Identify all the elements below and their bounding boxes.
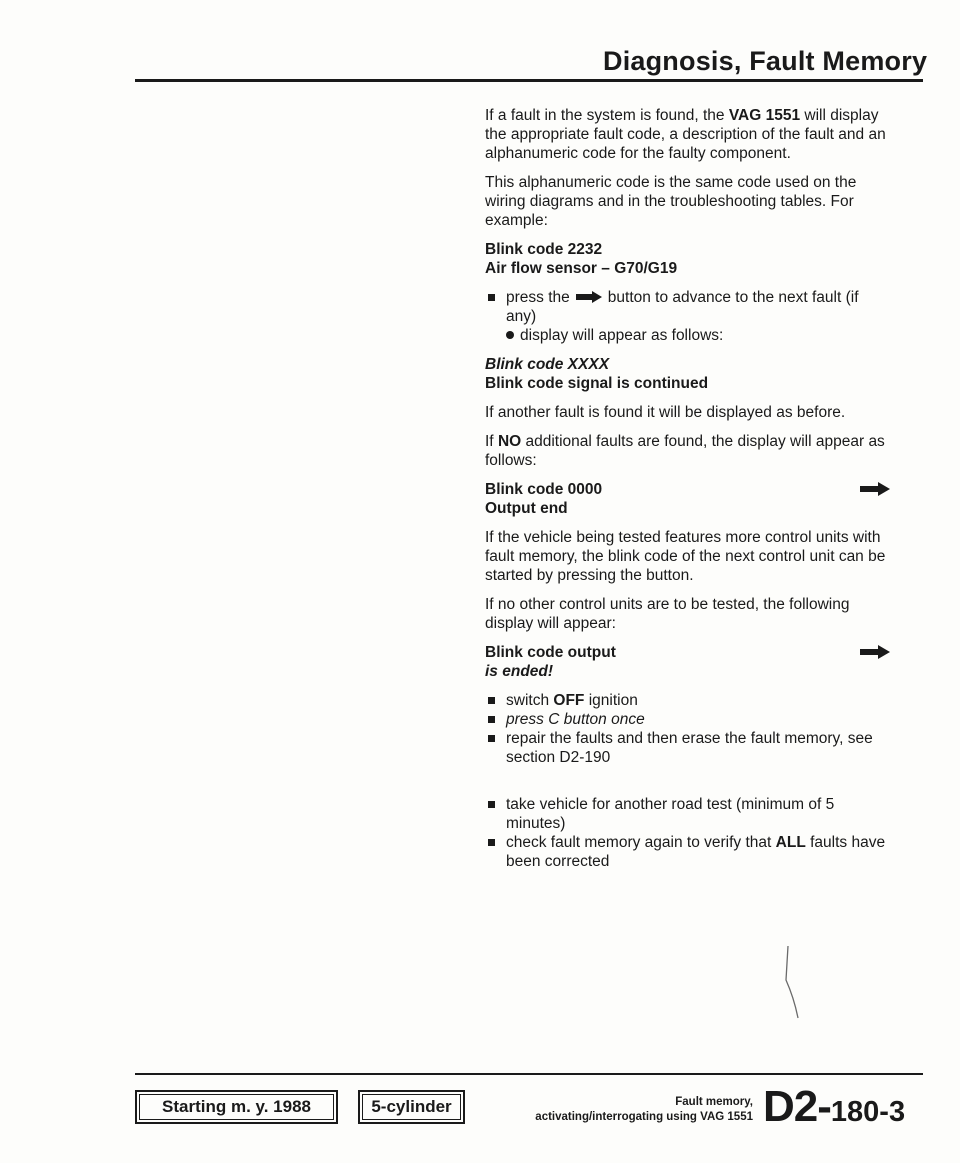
blink-code-output: Blink code output bbox=[485, 644, 616, 661]
output-end-label: Output end bbox=[485, 500, 568, 517]
arrow-right-icon bbox=[860, 482, 890, 496]
is-ended-label: is ended! bbox=[485, 663, 554, 680]
verify-steps-list bbox=[485, 795, 890, 871]
press-substep: display will appear as follows: bbox=[485, 326, 890, 345]
output-end-block bbox=[485, 480, 890, 518]
header-rule bbox=[135, 79, 923, 82]
no-faults-paragraph: If NO additional faults are found, the display will appear as follows: bbox=[485, 433, 885, 469]
example-air-flow-sensor: Air flow sensor – G70/G19 bbox=[485, 260, 678, 277]
example-block bbox=[485, 240, 890, 278]
another-fault-paragraph: If another fault is found it will be displayed as before. bbox=[485, 404, 846, 421]
press-step-list bbox=[485, 288, 890, 326]
bullet-dot-icon bbox=[506, 331, 514, 339]
blink-code-0000: Blink code 0000 bbox=[485, 481, 603, 498]
blink-code-continued: Blink code signal is continued bbox=[485, 375, 709, 392]
engine-box: 5-cylinder bbox=[358, 1090, 465, 1124]
arrow-right-icon bbox=[576, 291, 602, 303]
alphanumeric-paragraph: This alphanumeric code is the same code used on the wiring diagrams and in the troubleshooting tables. For example: bbox=[485, 174, 857, 229]
finish-steps-list bbox=[485, 691, 890, 767]
page-title: Diagnosis, Fault Memory bbox=[603, 46, 928, 76]
spacer bbox=[485, 777, 890, 795]
blink-continue-block bbox=[485, 355, 890, 393]
footer-rule bbox=[135, 1073, 923, 1075]
switch-off-step: switch OFF ignition bbox=[485, 691, 890, 710]
intro-paragraph: If a fault in the system is found, the VAG 1551 will display the appropriate fault code, a description of the fault and an alphanumeric code for the faulty component. bbox=[485, 107, 886, 162]
footer-description: Fault memory, activating/interrogating using VAG 1551 bbox=[535, 1096, 753, 1123]
page-code: D2-180-3 bbox=[763, 1082, 906, 1131]
more-units-paragraph: If the vehicle being tested features more control units with fault memory, the blink code of the next control unit can be started by pressing the button. bbox=[485, 529, 886, 584]
main-content bbox=[485, 106, 890, 881]
scan-mark-icon bbox=[780, 940, 820, 1020]
model-year-box: Starting m. y. 1988 bbox=[135, 1090, 338, 1124]
check-memory-step: check fault memory again to verify that ALL faults have been corrected bbox=[485, 833, 890, 871]
arrow-right-icon bbox=[860, 645, 890, 659]
example-blink-code: Blink code 2232 bbox=[485, 241, 603, 258]
repair-step: repair the faults and then erase the fault memory, see section D2-190 bbox=[485, 729, 890, 767]
blink-code-xxxx: Blink code XXXX bbox=[485, 356, 610, 373]
press-step: press the button to advance to the next fault (if any) bbox=[485, 288, 890, 326]
no-other-units-paragraph: If no other control units are to be tested, the following display will appear: bbox=[485, 596, 850, 632]
press-c-step: press C button once bbox=[485, 710, 890, 729]
output-ended-block bbox=[485, 643, 890, 681]
road-test-step: take vehicle for another road test (minimum of 5 minutes) bbox=[485, 795, 890, 833]
